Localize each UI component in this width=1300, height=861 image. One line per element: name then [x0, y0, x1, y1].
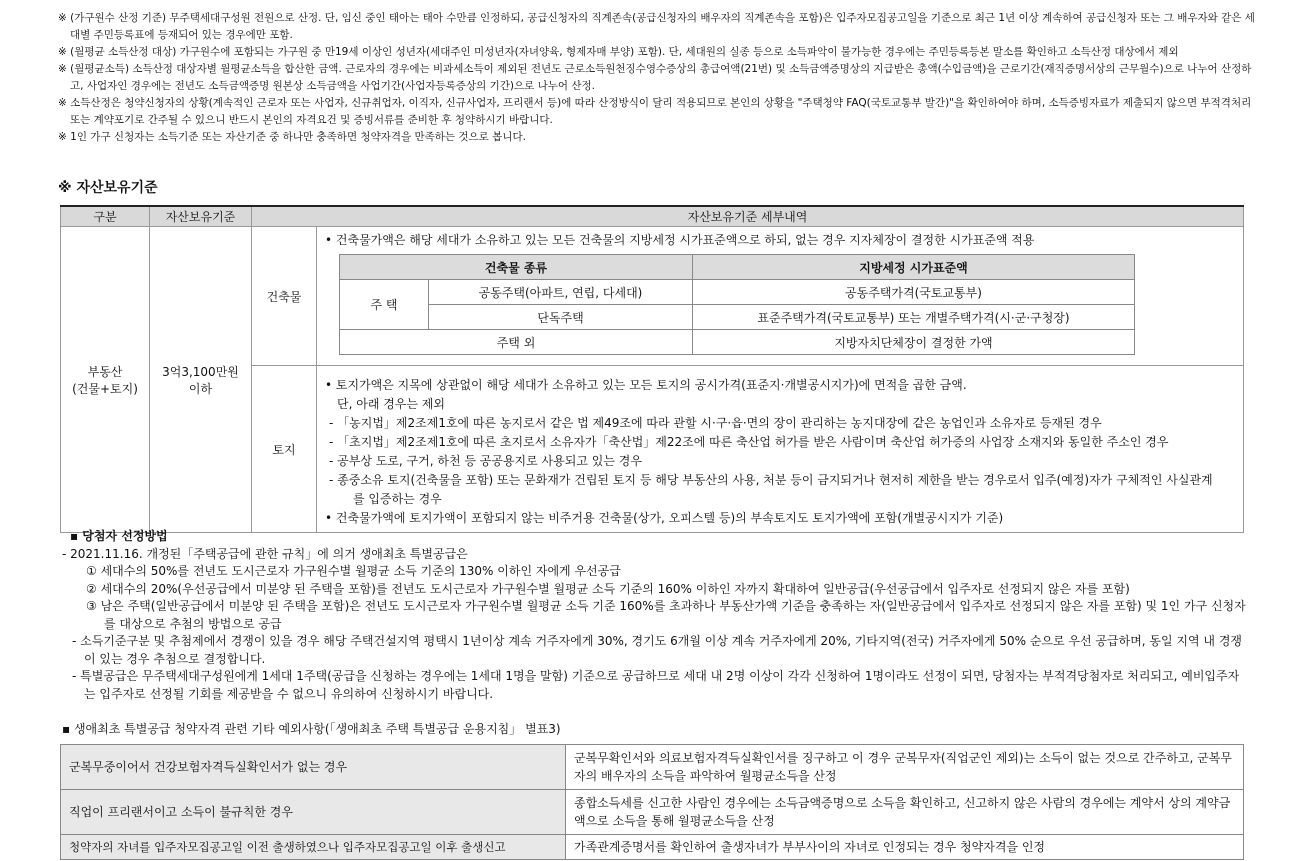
exception-rule: 종합소득세를 신고한 사람인 경우에는 소득금액증명으로 소득을 확인하고, 신고하지 않은 사람의 경우에는 계약서 상의 계약금액으로 소득을 통해 월평균소득을 산정: [566, 790, 1244, 835]
header-category: 구분: [61, 206, 150, 227]
notes-block: [58, 10, 1258, 146]
building-value-table: [339, 254, 1135, 355]
land-line: • 건축물가액에 토지가액이 포함되지 않는 비주거용 건축물(상가, 오피스텔 등)의 부속토지도 토지가액에 포함(개별공시지가 기준): [325, 511, 1004, 525]
land-line: • 토지가액은 지목에 상관없이 해당 세대가 소유하고 있는 모든 토지의 공시가격(표준지·개별공시지가)에 면적을 곱한 금액.: [325, 378, 967, 392]
limit-line1: 3억3,100만원: [162, 364, 239, 379]
land-line: 를 입증하는 경우: [353, 492, 442, 506]
selection-bullet: - 특별공급은 무주택세대구성원에게 1세대 1주택(공급을 신청하는 경우에는 1세대 1명을 말함) 기준으로 공급하므로 세대 내 2명 이상이 각각 신청하여 1명이라도 선정이 되면, 당첨자는 부적격당첨자로 처리되고, 예비입주자는 입주자로 선정될 기회를 제공받을 수 없으니 유의하여 신청하시기 바랍니다.: [72, 669, 1240, 701]
limit-line2: 이하: [188, 381, 213, 396]
land-line: - 「농지법」제2조제1호에 따른 농지로서 같은 법 제49조에 따라 관할 시·구·읍·면의 장이 관리하는 농지대장에 같은 농업인과 소유자로 등재된 경우: [329, 416, 1102, 430]
note-single-household: ※ 1인 가구 신청자는 소득기준 또는 자산기준 중 하나만 충족하면 청약자격을 만족하는 것으로 봅니다.: [58, 131, 526, 143]
building-label: 건축물: [252, 227, 317, 366]
selection-bullet: - 소득기준구분 및 추첨제에서 경쟁이 있을 경우 해당 주택건설지역 평택시 1년이상 계속 거주자에게 30%, 경기도 6개월 이상 계속 거주자에게 20%, 기타지역(전국) 거주자에게 50% 순으로 우선 공급하며, 동일 지역 내 경쟁이 있는 경우 추첨으로 결정합니다.: [72, 634, 1243, 666]
building-type-other: 주택 외: [340, 330, 693, 355]
land-line: 단, 아래 경우는 제외: [337, 397, 445, 411]
exception-row: [61, 835, 1244, 860]
building-value: 표준주택가격(국토교통부) 또는 개별주택가격(시·군·구청장): [693, 305, 1135, 330]
header-asset-details: 자산보유기준 세부내역: [252, 206, 1244, 227]
inner-header-type: 건축물 종류: [340, 255, 693, 280]
asset-criteria-table: [60, 205, 1244, 533]
exception-row: [61, 745, 1244, 790]
category-line1: 부동산: [87, 364, 123, 379]
building-desc: • 건축물가액은 해당 세대가 소유하고 있는 모든 건축물의 지방세정 시가표준액으로 하되, 없는 경우 지자체장이 결정한 시가표준액 적용: [325, 233, 1035, 247]
winner-selection-section: [62, 528, 1247, 703]
category-cell: [61, 227, 150, 533]
exception-rule: 군복무확인서와 의료보험자격득실확인서를 징구하고 이 경우 군복무자(직업군인 제외)는 소득이 없는 것으로 간주하고, 군복무자의 배우자의 소득을 파악하여 월평균소득을 산정: [566, 745, 1244, 790]
selection-title: ▪ 당첨자 선정방법: [70, 529, 168, 543]
land-details: [317, 366, 1244, 533]
land-label: 토지: [252, 366, 317, 533]
category-line2: (건물+토지): [72, 381, 138, 396]
building-type: 공동주택(아파트, 연립, 다세대): [429, 280, 693, 305]
note-household-count: ※ (가구원수 산정 기준) 무주택세대구성원 전원으로 산정. 단, 임신 중인 태아는 태아 수만큼 인정하되, 공급신청자의 직계존속(공급신청자의 배우자의 직계존속을 포함)은 입주자모집공고일을 기준으로 최근 1년 이상 계속하여 공급신청자 또는 그 배우자와 같은 세대별 주민등록표에 등재되어 있는 경우에만 포함.: [58, 12, 1255, 41]
note-income-calc: ※ 소득산정은 청약신청자의 상황(계속적인 근로자 또는 사업자, 신규취업자, 이직자, 신규사업자, 프리랜서 등)에 따라 산정방식이 달리 적용되므로 본인의 상황을 "주택청약 FAQ(국토교통부 발간)"을 확인하여야 하며, 소득증빙자료가 제출되지 않으면 부적격처리 또는 계약포기로 간주될 수 있으니 반드시 본인의 자격요건 및 증빙서류를 준비한 후 청약하시기 바랍니다.: [58, 97, 1252, 126]
selection-item: ① 세대수의 50%를 전년도 도시근로자 가구원수별 월평균 소득 기준의 130% 이하인 자에게 우선공급: [86, 564, 621, 578]
limit-cell: [150, 227, 252, 533]
exception-case: 직업이 프리랜서이고 소득이 불규칙한 경우: [61, 790, 566, 835]
inner-header-value: 지방세정 시가표준액: [693, 255, 1135, 280]
exception-rule: 가족관계증명서를 확인하여 출생자녀가 부부사이의 자녀로 인정되는 경우 청약자격을 인정: [566, 835, 1244, 860]
housing-label: 주 택: [340, 280, 429, 330]
building-type: 단독주택: [429, 305, 693, 330]
exception-row: [61, 790, 1244, 835]
selection-intro: - 2021.11.16. 개정된「주택공급에 관한 규칙」에 의거 생애최초 특별공급은: [62, 546, 468, 561]
note-income-target: ※ (월평균 소득산정 대상) 가구원수에 포함되는 가구원 중 만19세 이상인 성년자(세대주인 미성년자(자녀양육, 형제자매 부양) 포함). 단, 세대원의 실종 등으로 소득파악이 불가능한 경우에는 주민등록등본 말소를 확인하고 소득산정 대상에서 제외: [58, 46, 1179, 58]
land-line: - 종중소유 토지(건축물을 포함) 또는 문화재가 건립된 토지 등 해당 부동산의 사용, 처분 등이 금지되거나 현저히 제한을 받는 경우로서 입주(예정)자가 구체적인 사실관계: [329, 473, 1213, 487]
land-line: - 공부상 도로, 구거, 하천 등 공공용지로 사용되고 있는 경우: [329, 454, 642, 468]
land-line: - 「초지법」제2조제1호에 따른 초지로서 소유자가「축산법」제22조에 따른 축산업 허가를 받은 사람이며 축산업 허가증의 사업장 소재지와 동일한 주소인 경우: [329, 435, 1169, 449]
building-value-other: 지방자치단체장이 결정한 가액: [693, 330, 1135, 355]
exception-case: 청약자의 자녀를 입주자모집공고일 이전 출생하였으나 입주자모집공고일 이후 출생신고: [61, 835, 566, 860]
selection-item: ③ 남은 주택(일반공급에서 미분양 된 주택을 포함)은 전년도 도시근로자 가구원수별 월평균 소득 기준 160%를 초과하나 부동산가액 기준을 충족하는 자(일반공급에서 입주자로 선정되지 않은 자를 포함) 및 1인 가구 신청자를 대상으로 추첨의 방법으로 공급: [86, 599, 1246, 631]
header-asset-limit: 자산보유기준: [150, 206, 252, 227]
building-details: [317, 227, 1244, 366]
building-value: 공동주택가격(국토교통부): [693, 280, 1135, 305]
note-monthly-income: ※ (월평균소득) 소득산정 대상자별 월평균소득을 합산한 금액. 근로자의 경우에는 비과세소득이 제외된 전년도 근로소득원천징수영수증상의 총급여액(21번) 및 소득금액증명상의 지급받은 총액(수입금액)을 근로기간(재직증명서상의 근무월수)으로 나누어 산정하고, 사업자인 경우에는 전년도 소득금액증명 원본상 소득금액을 사업기간(사업자등록증상의 기간)으로 나누어 산정.: [58, 63, 1252, 92]
selection-item: ② 세대수의 20%(우선공급에서 미분양 된 주택을 포함)를 전년도 도시근로자 가구원수별 월평균 소득 기준의 160% 이하인 자까지 확대하여 일반공급(우선공급에서 입주자로 선정되지 않은 자를 포함): [86, 581, 1130, 596]
asset-section-title: ※ 자산보유기준: [58, 180, 158, 196]
exception-case: 군복무중이어서 건강보험자격득실확인서가 없는 경우: [61, 745, 566, 790]
exceptions-table: [60, 744, 1244, 860]
exceptions-title: ▪ 생애최초 특별공급 청약자격 관련 기타 예외사항(「생애최초 주택 특별공급 운용지침」 별표3): [62, 722, 561, 736]
